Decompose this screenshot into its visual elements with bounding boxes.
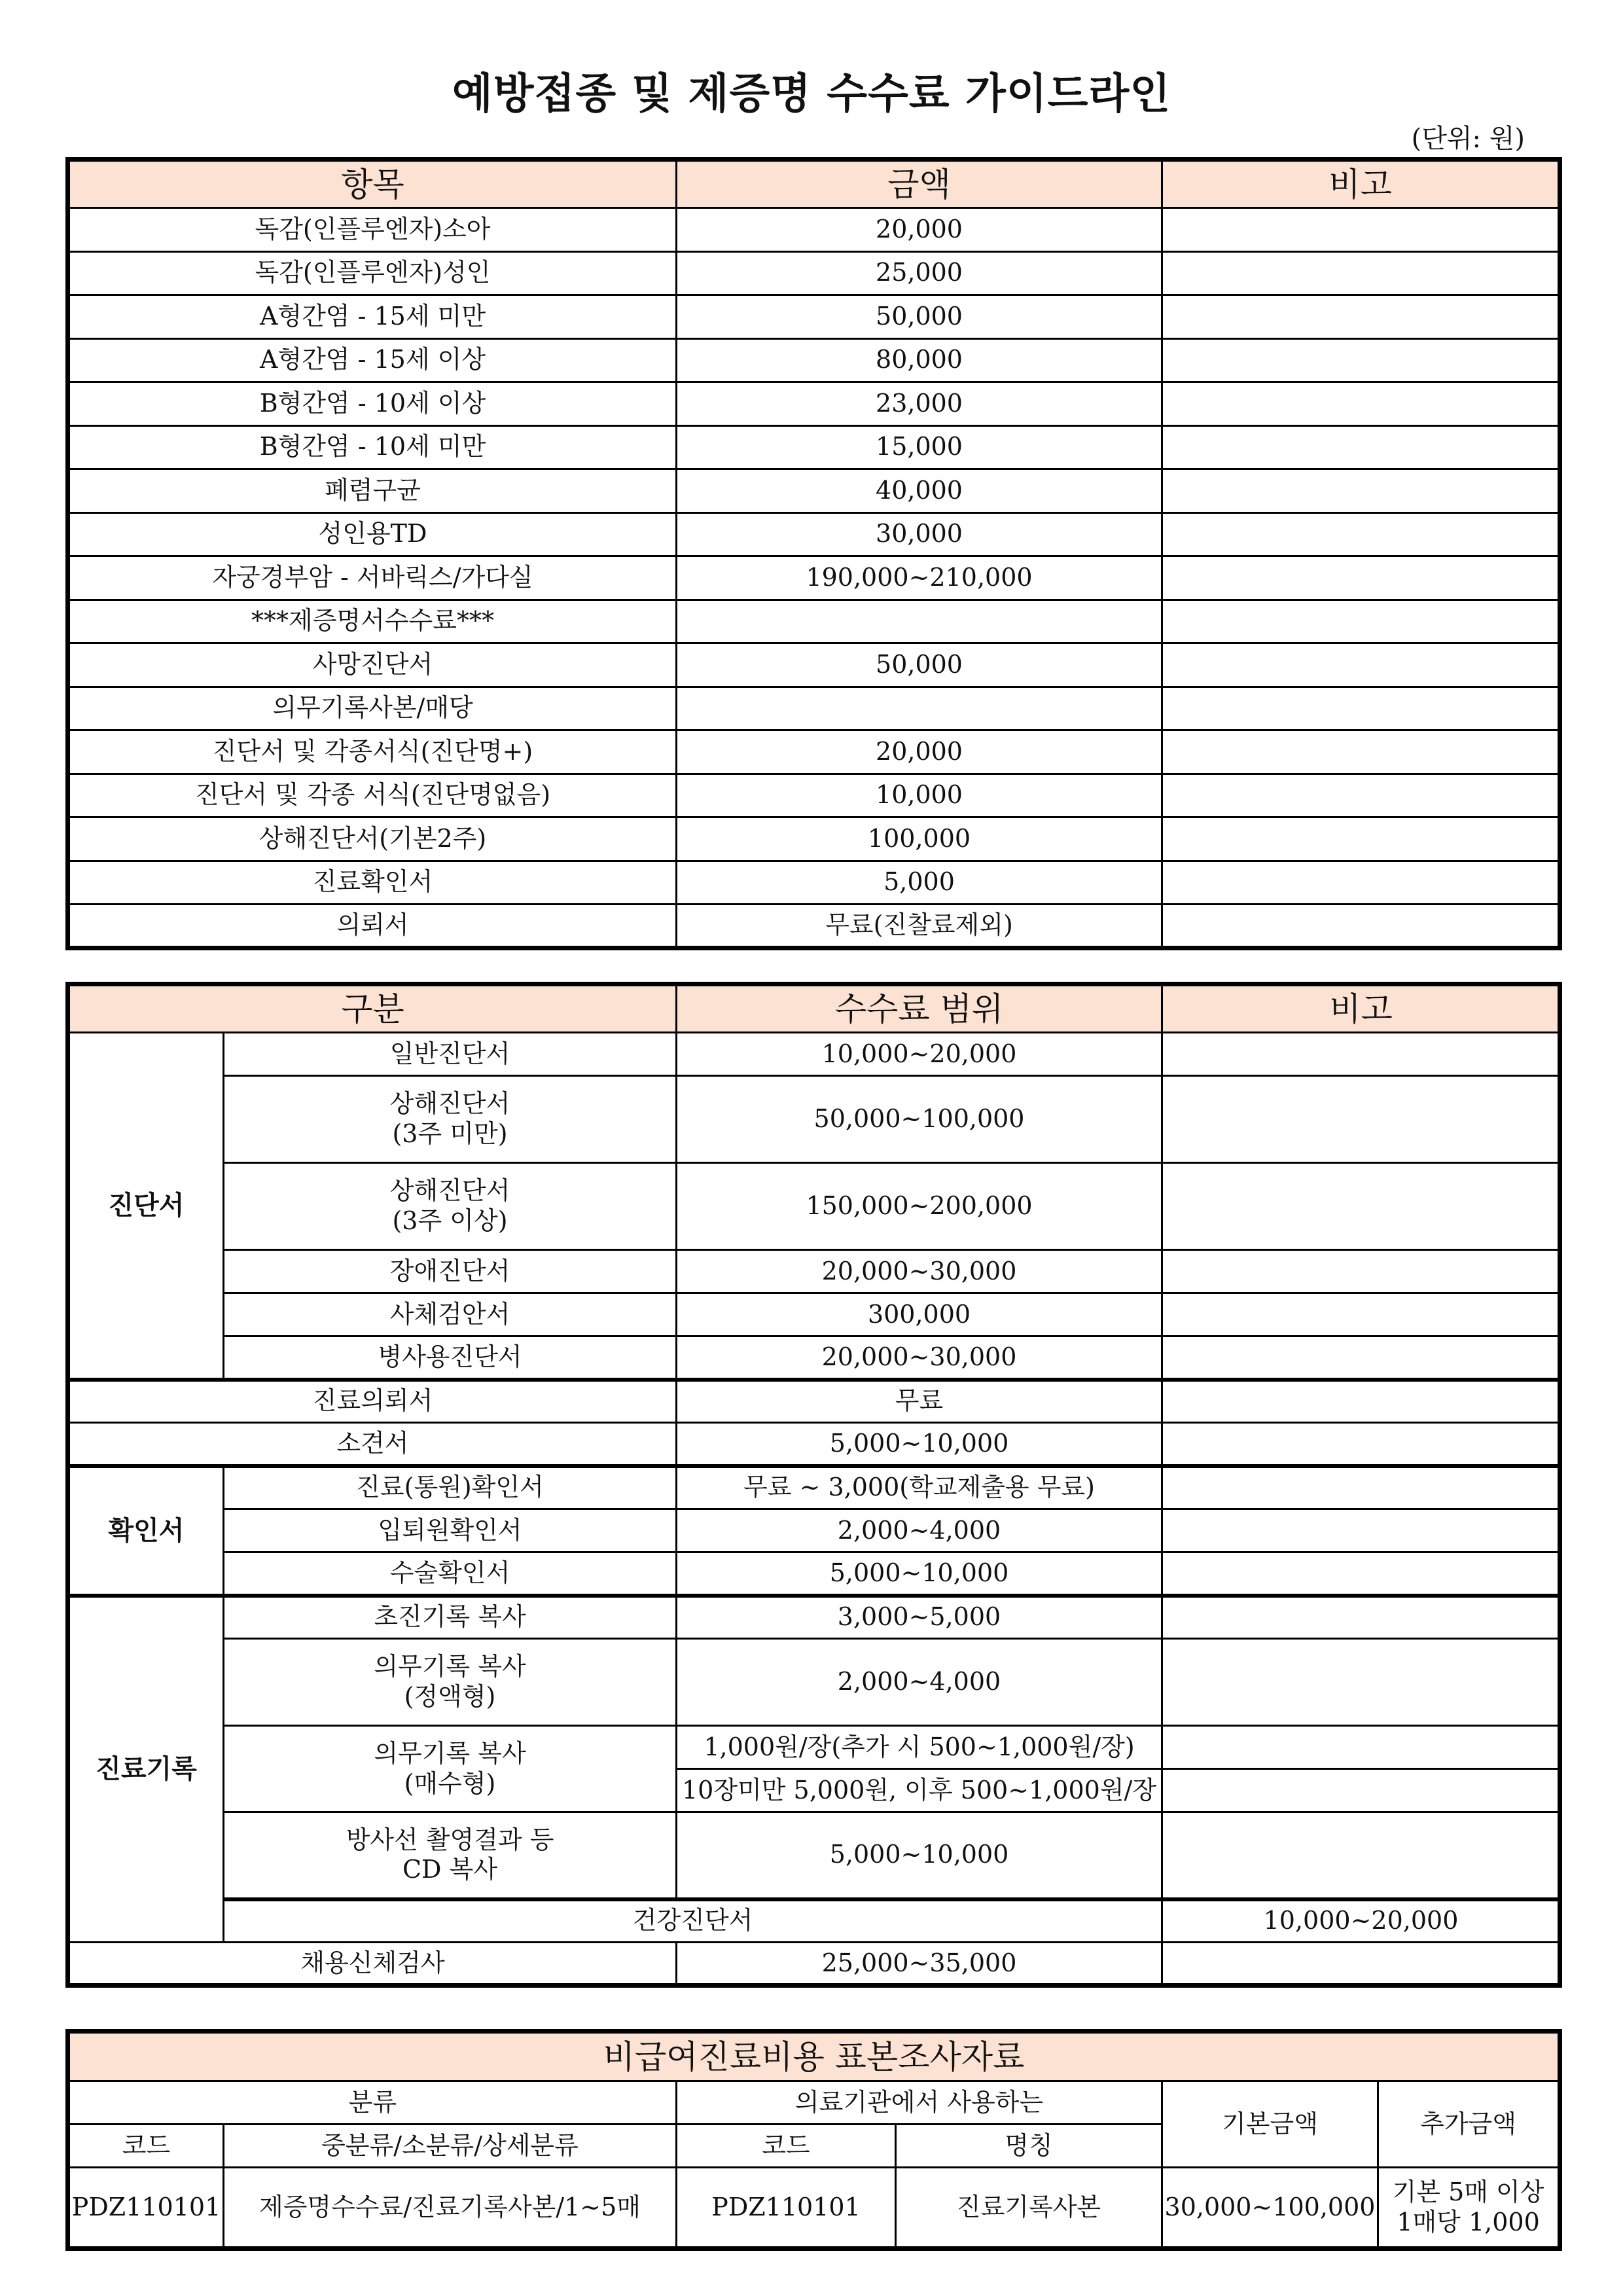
row-fee: 1,000원/장(추가 시 500~1,000원/장) <box>677 1726 1162 1769</box>
row-note <box>1162 1163 1560 1250</box>
inst-code-header: 코드 <box>677 2125 896 2168</box>
row-item: 상해진단서(기본2주) <box>68 817 677 861</box>
row-name: 소견서 <box>68 1423 677 1466</box>
row-name: 입퇴원확인서 <box>224 1509 677 1552</box>
row-note <box>1162 1336 1560 1380</box>
category-header: 중분류/소분류/상세분류 <box>224 2125 677 2168</box>
row-fee: 10장미만 5,000원, 이후 500~1,000원/장 <box>677 1769 1162 1812</box>
table-row <box>68 425 1560 469</box>
row-fee: 무료 ~ 3,000(학교제출용 무료) <box>677 1466 1162 1509</box>
row-base-amount: 30,000~100,000 <box>1162 2168 1378 2249</box>
row-fee: 20,000~30,000 <box>677 1250 1162 1293</box>
group-records: 진료기록 <box>68 1596 224 1943</box>
row-name: 사체검안서 <box>224 1293 677 1336</box>
table-row <box>68 295 1560 339</box>
row-fee: 3,000~5,000 <box>677 1596 1162 1639</box>
vaccination-fee-table <box>65 157 1562 950</box>
header-category: 구분 <box>68 984 677 1033</box>
row-note <box>1162 469 1560 513</box>
row-note <box>1162 208 1560 252</box>
group-confirmation: 확인서 <box>68 1466 224 1596</box>
row-fee: 25,000~35,000 <box>677 1943 1162 1986</box>
row-fee: 2,000~4,000 <box>677 1639 1162 1726</box>
row-item: ***제증명서수수료*** <box>68 600 677 643</box>
row-fee: 10,000~20,000 <box>1162 1899 1560 1943</box>
row-amount: 50,000 <box>677 643 1162 687</box>
row-amount: 23,000 <box>677 382 1162 426</box>
row-note <box>1162 687 1560 730</box>
row-note <box>1162 817 1560 861</box>
table-row <box>68 730 1560 774</box>
table-row <box>68 817 1560 861</box>
row-note <box>1162 774 1560 817</box>
row-note <box>1162 1250 1560 1293</box>
row-name: 의무기록 복사 (매수형) <box>224 1726 677 1812</box>
row-name: 방사선 촬영결과 등 CD 복사 <box>224 1812 677 1899</box>
header-item: 항목 <box>68 160 677 208</box>
row-name: 상해진단서 (3주 이상) <box>224 1163 677 1250</box>
row-item: 진단서 및 각종 서식(진단명없음) <box>68 774 677 817</box>
row-name: 병사용진단서 <box>224 1336 677 1380</box>
row-note <box>1162 251 1560 295</box>
base-amount-header: 기본금액 <box>1162 2081 1378 2168</box>
row-fee: 20,000~30,000 <box>677 1336 1162 1380</box>
row-fee: 150,000~200,000 <box>677 1163 1162 1250</box>
row-note <box>1162 905 1560 948</box>
header-note: 비고 <box>1162 984 1560 1033</box>
table-row <box>68 861 1560 905</box>
table-row <box>68 382 1560 426</box>
row-note <box>1162 1033 1560 1076</box>
row-item: A형간염 - 15세 미만 <box>68 295 677 339</box>
certificate-fee-table <box>65 982 1562 1988</box>
row-item: 자궁경부암 - 서바릭스/가다실 <box>68 556 677 600</box>
table-row <box>68 774 1560 817</box>
row-amount: 25,000 <box>677 251 1162 295</box>
row-note <box>1162 1466 1560 1509</box>
inst-name-header: 명칭 <box>896 2125 1162 2168</box>
row-note <box>1162 861 1560 905</box>
row-item: 사망진단서 <box>68 643 677 687</box>
extra-amount-header: 추가금액 <box>1378 2081 1560 2168</box>
page-title: 예방접종 및 제증명 수수료 가이드라인 <box>452 70 1171 118</box>
row-item: B형간염 - 10세 이상 <box>68 382 677 426</box>
row-fee: 300,000 <box>677 1293 1162 1336</box>
header-note: 비고 <box>1162 160 1560 208</box>
unit-label: (단위: 원) <box>1411 124 1525 154</box>
row-inst-code: PDZ110101 <box>677 2168 896 2249</box>
row-name: 장애진단서 <box>224 1250 677 1293</box>
nonbenefit-survey-table <box>65 2029 1562 2251</box>
row-code: PDZ110101 <box>68 2168 224 2249</box>
row-note <box>1162 1769 1560 1812</box>
row-note <box>1162 730 1560 774</box>
row-inst-name: 진료기록사본 <box>896 2168 1162 2249</box>
row-name: 초진기록 복사 <box>224 1596 677 1639</box>
row-note <box>1162 425 1560 469</box>
table-row <box>68 512 1560 556</box>
table-row <box>68 556 1560 600</box>
row-note <box>1162 1423 1560 1466</box>
row-item: 독감(인플루엔자)소아 <box>68 208 677 252</box>
row-note <box>1162 1293 1560 1336</box>
table-row <box>68 338 1560 382</box>
row-fee: 5,000~10,000 <box>677 1552 1162 1596</box>
row-fee: 2,000~4,000 <box>677 1509 1162 1552</box>
row-name: 채용신체검사 <box>68 1943 677 1986</box>
survey-title: 비급여진료비용 표본조사자료 <box>68 2032 1560 2081</box>
group-diagnosis: 진단서 <box>68 1033 224 1380</box>
row-amount: 무료(진찰료제외) <box>677 905 1162 948</box>
row-amount: 20,000 <box>677 730 1162 774</box>
row-name: 진료의뢰서 <box>68 1380 677 1423</box>
row-note <box>1162 1552 1560 1596</box>
row-amount: 10,000 <box>677 774 1162 817</box>
row-note <box>1162 1076 1560 1163</box>
row-fee: 10,000~20,000 <box>677 1033 1162 1076</box>
row-item: 폐렴구균 <box>68 469 677 513</box>
row-fee: 무료 <box>677 1380 1162 1423</box>
table-row <box>68 208 1560 252</box>
row-note <box>1162 1596 1560 1639</box>
table-row <box>68 643 1560 687</box>
row-name: 의무기록 복사 (정액형) <box>224 1639 677 1726</box>
row-amount <box>677 687 1162 730</box>
row-note <box>1162 338 1560 382</box>
row-extra-amount: 기본 5매 이상 1매당 1,000 <box>1378 2168 1560 2249</box>
row-name: 수술확인서 <box>224 1552 677 1596</box>
row-note <box>1162 600 1560 643</box>
row-item: 독감(인플루엔자)성인 <box>68 251 677 295</box>
row-amount: 40,000 <box>677 469 1162 513</box>
institution-use-header: 의료기관에서 사용하는 <box>677 2081 1162 2125</box>
row-amount: 50,000 <box>677 295 1162 339</box>
row-amount: 20,000 <box>677 208 1162 252</box>
row-note <box>1162 1812 1560 1899</box>
row-note <box>1162 382 1560 426</box>
row-item: B형간염 - 10세 미만 <box>68 425 677 469</box>
row-note <box>1162 1380 1560 1423</box>
row-item: A형간염 - 15세 이상 <box>68 338 677 382</box>
row-amount <box>677 600 1162 643</box>
row-amount: 5,000 <box>677 861 1162 905</box>
row-note <box>1162 295 1560 339</box>
table-row <box>68 469 1560 513</box>
row-amount: 30,000 <box>677 512 1162 556</box>
row-note <box>1162 1943 1560 1986</box>
row-fee: 5,000~10,000 <box>677 1812 1162 1899</box>
row-note <box>1162 1726 1560 1769</box>
row-note <box>1162 1509 1560 1552</box>
row-note <box>1162 556 1560 600</box>
row-note <box>1162 643 1560 687</box>
row-fee: 50,000~100,000 <box>677 1076 1162 1163</box>
row-item: 성인용TD <box>68 512 677 556</box>
row-name: 일반진단서 <box>224 1033 677 1076</box>
row-note <box>1162 512 1560 556</box>
classification-header: 분류 <box>68 2081 677 2125</box>
row-item: 의뢰서 <box>68 905 677 948</box>
row-name: 건강진단서 <box>224 1899 1162 1943</box>
table-row <box>68 600 1560 643</box>
row-item: 진단서 및 각종서식(진단명+) <box>68 730 677 774</box>
code-header: 코드 <box>68 2125 224 2168</box>
row-amount: 15,000 <box>677 425 1162 469</box>
table-row <box>68 905 1560 948</box>
row-name: 진료(통원)확인서 <box>224 1466 677 1509</box>
row-fee: 5,000~10,000 <box>677 1423 1162 1466</box>
row-amount: 190,000~210,000 <box>677 556 1162 600</box>
row-item: 의무기록사본/매당 <box>68 687 677 730</box>
row-amount: 100,000 <box>677 817 1162 861</box>
table-row <box>68 251 1560 295</box>
row-category: 제증명수수료/진료기록사본/1~5매 <box>224 2168 677 2249</box>
row-item: 진료확인서 <box>68 861 677 905</box>
row-name: 상해진단서 (3주 미만) <box>224 1076 677 1163</box>
table-row <box>68 687 1560 730</box>
row-amount: 80,000 <box>677 338 1162 382</box>
row-note <box>1162 1639 1560 1726</box>
header-amount: 금액 <box>677 160 1162 208</box>
header-fee-range: 수수료 범위 <box>677 984 1162 1033</box>
